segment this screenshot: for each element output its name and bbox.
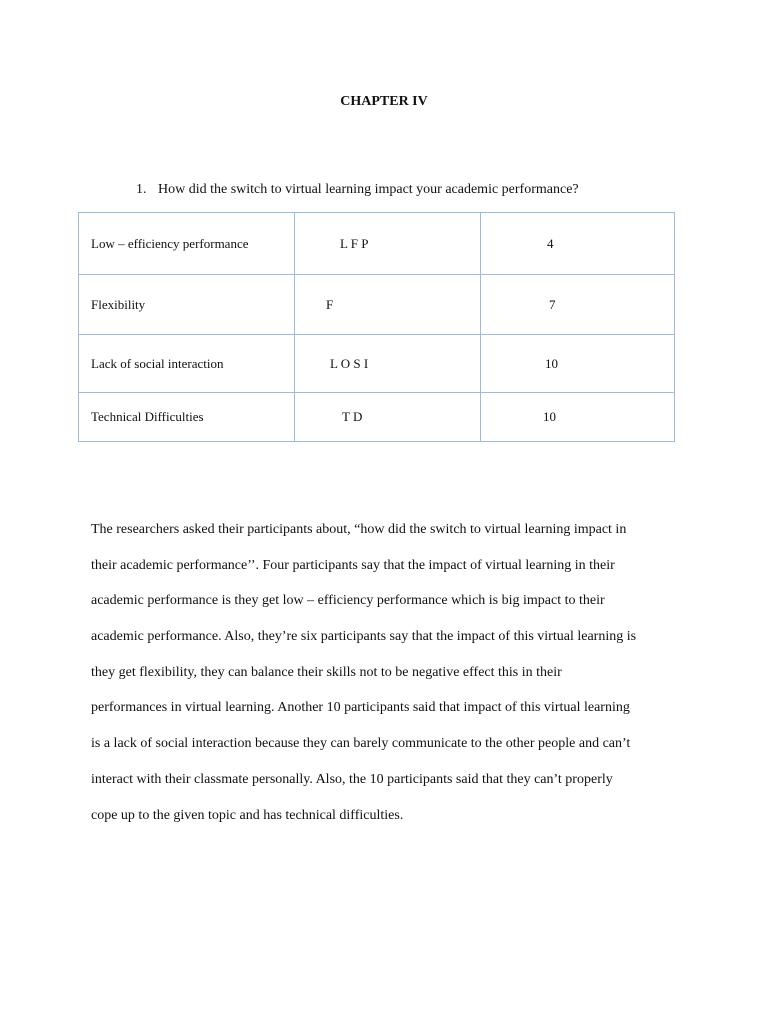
table-cell-count: 10 <box>545 355 558 371</box>
table-row <box>79 335 674 393</box>
table-row <box>79 213 674 275</box>
question-number: 1. <box>136 182 147 197</box>
table-cell-count: 7 <box>549 296 556 312</box>
paragraph-line: is a lack of social interaction because they can barely communicate to the other people and can’t <box>91 736 631 752</box>
table-row <box>79 393 674 441</box>
question-text: How did the switch to virtual learning impact your academic performance? <box>158 182 579 197</box>
paragraph-line: cope up to the given topic and has technical difficulties. <box>91 807 404 823</box>
body-paragraph <box>91 516 681 837</box>
paragraph-line: their academic performance’’. Four participants say that the impact of virtual learning in their <box>91 557 615 573</box>
table-cell-code: L F P <box>295 213 481 274</box>
table-cell-count: 4 <box>547 235 554 251</box>
paragraph-line: academic performance is they get low – efficiency performance which is big impact to their <box>91 593 605 609</box>
question <box>136 182 579 198</box>
table-cell-code: L O S I <box>295 335 481 392</box>
table-cell-label: Low – efficiency performance <box>79 213 295 274</box>
table-cell-label: Technical Difficulties <box>79 393 295 441</box>
table-cell-label: Flexibility <box>79 275 295 334</box>
paragraph-line: The researchers asked their participants about, “how did the switch to virtual learning impact in <box>91 522 627 537</box>
table-cell-label: Lack of social interaction <box>79 335 295 392</box>
paragraph-line: performances in virtual learning. Another 10 participants said that impact of this virtual learning <box>91 700 630 716</box>
paragraph-line: interact with their classmate personally. Also, the 10 participants said that they can’t properly <box>91 771 613 787</box>
table-row <box>79 275 674 335</box>
table-cell-count: 10 <box>543 409 556 424</box>
chapter-title: CHAPTER IV <box>340 94 428 109</box>
table-cell-code: F <box>295 275 481 334</box>
results-table <box>78 212 675 442</box>
paragraph-line: academic performance. Also, they’re six participants say that the impact of this virtual learning is <box>91 629 637 645</box>
paragraph-line: they get flexibility, they can balance their skills not to be negative effect this in their <box>91 664 562 680</box>
table-cell-code: T D <box>295 393 481 441</box>
